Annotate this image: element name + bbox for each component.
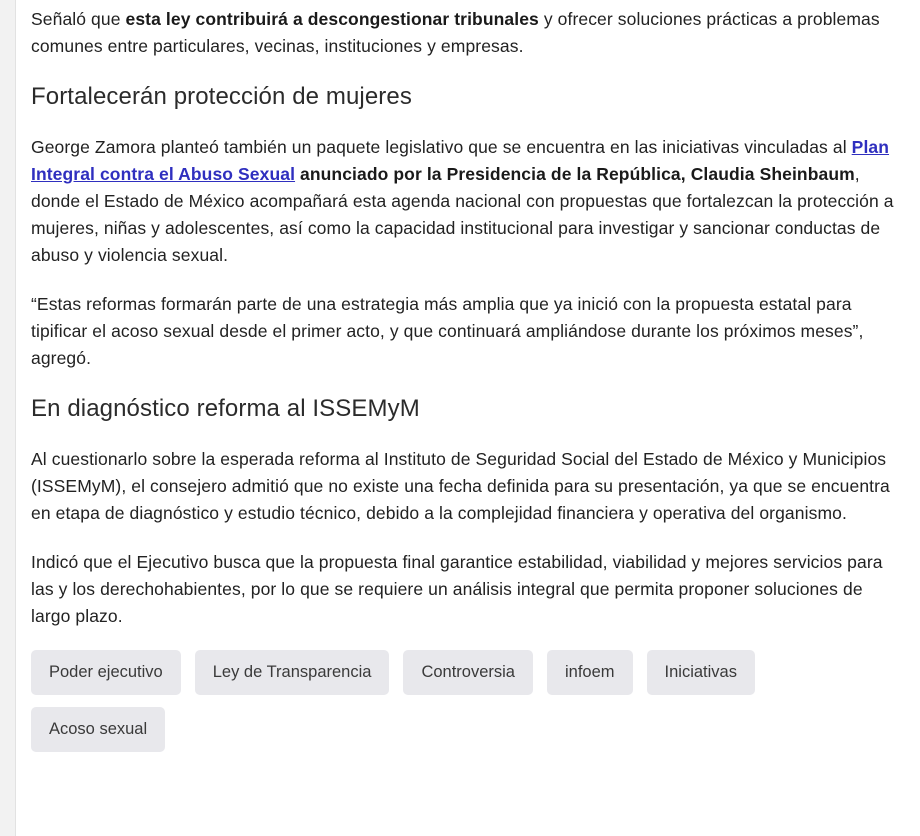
section-heading-issemym: En diagnóstico reforma al ISSEMyM	[31, 395, 420, 422]
paragraph-diagnostico: Al cuestionarlo sobre la esperada reforma al Instituto de Seguridad Social del Estado de México y Municipios (ISSEMyM), el consejero admitió que no existe una fecha definida para su presentación, ya que se encuentra en etapa de diagnóstico y estudio técnico, debido a la complejidad financiera y operativa del organismo.	[31, 449, 890, 523]
intro-rest: y ofrecer soluciones prácticas a problemas comunes entre particulares, vecinas, instituciones y empresas.	[31, 9, 880, 56]
intro-bold-phrase: esta ley contribuirá a descongestionar tribunales	[125, 9, 539, 29]
tag-controversia[interactable]: Controversia	[403, 650, 533, 695]
plan-integral-link[interactable]: Plan Integral contra el Abuso Sexual	[31, 137, 890, 184]
paragraph-post-text: , donde el Estado de México acompañará esta agenda nacional con propuestas que fortalezcan la protección a mujeres, niñas y adolescentes, así como la capacidad institucional para investigar y sancionar conductas de abuso y violencia sexual.	[31, 164, 894, 265]
paragraph-plan-integral	[31, 134, 897, 269]
tag-ley-de-transparencia[interactable]: Ley de Transparencia	[195, 650, 390, 695]
tag-list	[31, 650, 821, 752]
intro-paragraph	[31, 6, 897, 60]
article-body	[31, 0, 897, 782]
paragraph-bold-phrase: anunciado por la Presidencia de la República, Claudia Sheinbaum	[295, 164, 855, 184]
section-heading-mujeres: Fortalecerán protección de mujeres	[31, 83, 412, 110]
tag-acoso-sexual[interactable]: Acoso sexual	[31, 707, 165, 752]
bottom-spacer	[31, 752, 897, 782]
paragraph-ejecutivo: Indicó que el Ejecutivo busca que la propuesta final garantice estabilidad, viabilidad y mejores servicios para las y los derechohabientes, por lo que se requiere un análisis integral que permita proponer soluciones de largo plazo.	[31, 552, 883, 626]
tag-infoem[interactable]: infoem	[547, 650, 633, 695]
page-left-gutter	[0, 0, 16, 836]
tag-poder-ejecutivo[interactable]: Poder ejecutivo	[31, 650, 181, 695]
tag-iniciativas[interactable]: Iniciativas	[647, 650, 755, 695]
paragraph-pre-text: George Zamora planteó también un paquete legislativo que se encuentra en las iniciativas vinculadas al	[31, 137, 852, 157]
intro-lead: Señaló que	[31, 9, 126, 29]
page-right-gutter	[916, 0, 920, 836]
paragraph-quote-reformas: “Estas reformas formarán parte de una estrategia más amplia que ya inició con la propuesta estatal para tipificar el acoso sexual desde el primer acto, y que continuará ampliándose durante los próximos meses”, agregó.	[31, 294, 864, 368]
